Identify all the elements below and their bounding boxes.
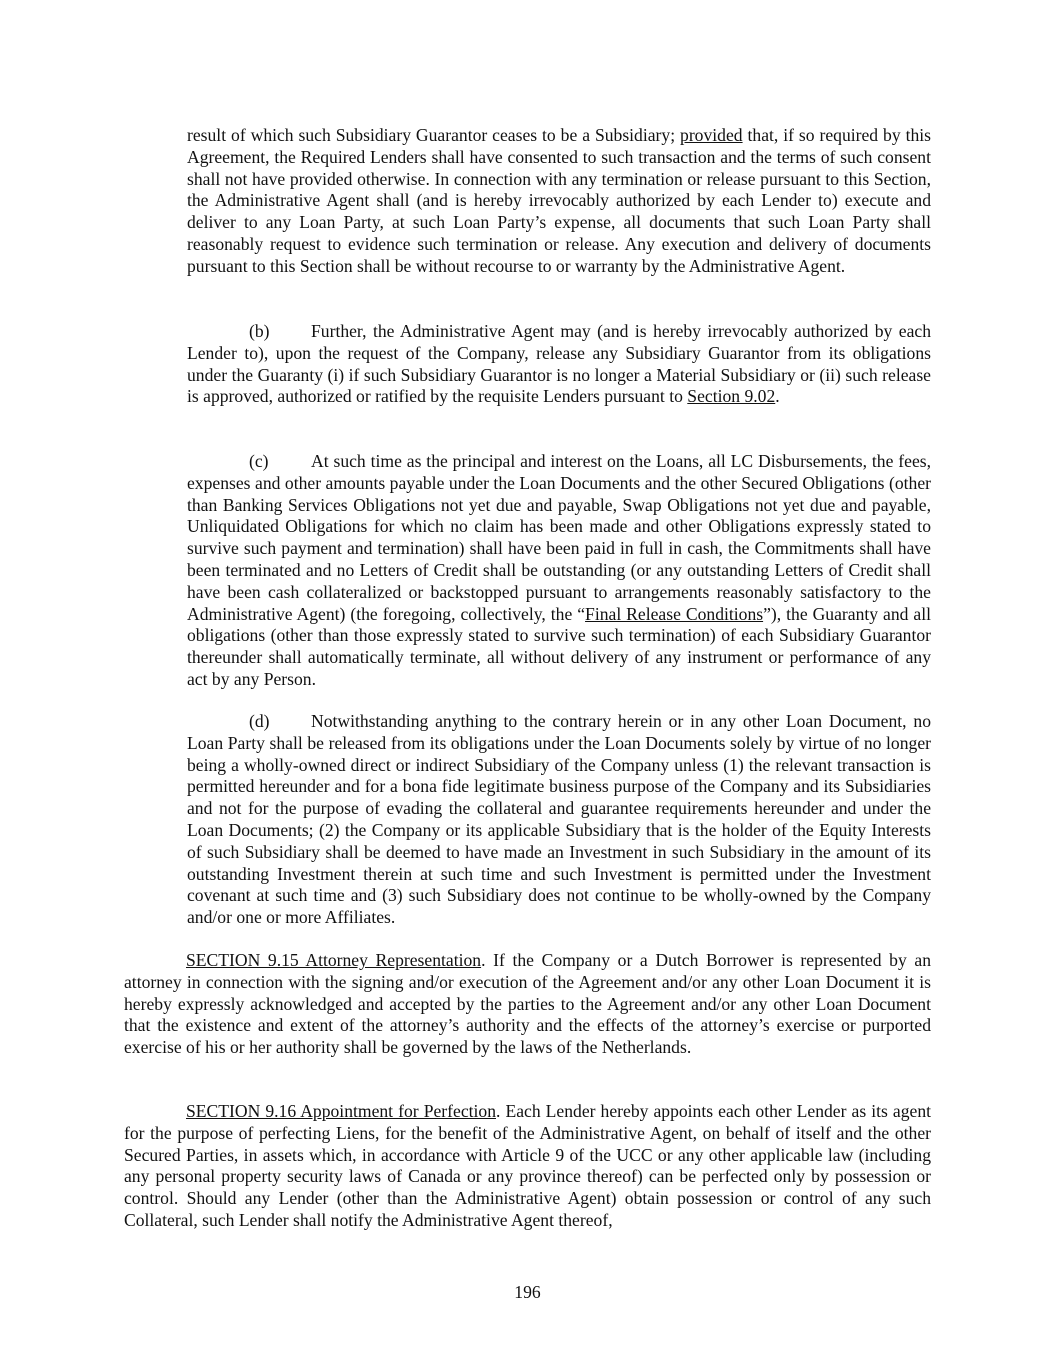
defined-term-provided: provided xyxy=(680,125,743,145)
paragraph-label-d: (d) xyxy=(249,711,270,731)
section-reference-9-02: Section 9.02 xyxy=(687,386,776,407)
section-9-16: SECTION 9.16 Appointment for Perfection. Each Lender hereby appoints each other Lender as its agent for the purpose of perfecting Liens, for the benefit of the Administrative Agent, on behalf of itself and the other Secured Parties, in assets which, in accordance with Article 9 of the UCC or any other applicable law (including any personal property security laws of Canada or any province thereof) can be perfected only by possession or control. Should any Lender (other than the Administrative Agent) obtain possession or control of any such Collateral, such Lender shall notify the Administrative Agent thereof, xyxy=(124,1101,932,1230)
paragraph-label-b: (b) xyxy=(249,321,270,341)
section-heading-9-15: SECTION 9.15 Attorney Representation xyxy=(186,950,482,970)
section-9-15: SECTION 9.15 Attorney Representation. If the Company or a Dutch Borrower is represented by an attorney in connection with the signing and/or execution of the Agreement and/or any other Loan Document it is hereby expressly acknowledged and accepted by the parties to the Agreement and/or any other Loan Document that the existence and extent of the attorney’s authority and the effects of the attorney’s exercise or purported exercise of his or her authority shall be governed by the laws of the Netherlands. xyxy=(124,950,931,1058)
paragraph-a-continuation: result of which such Subsidiary Guarantor ceases to be a Subsidiary; provided that, if so required by this Agreement, the Required Lenders shall have consented to such transaction and the terms of such consent shall not have provided otherwise. In connection with any termination or release pursuant to this Section, the Administrative Agent shall (and is hereby irrevocably authorized by each Lender to) execute and deliver to any Loan Party, at such Loan Party’s expense, all documents that such Loan Party shall reasonably request to evidence such termination or release. Any execution and delivery of documents pursuant to this Section shall be without recourse to or warranty by the Administrative Agent. xyxy=(187,125,931,276)
page-number: 196 xyxy=(514,1282,541,1302)
paragraph-b: (b) Further, the Administrative Agent may (and is hereby irrevocably authorized by each Lender to), upon the request of the Company, release any Subsidiary Guarantor from its obligations under the Guaranty (i) if such Subsidiary Guarantor is no longer a Material Subsidiary or (ii) such release is approved, authorized or ratified by the requisite Lenders pursuant to Section 9.02. xyxy=(187,321,931,407)
paragraph-c: (c) At such time as the principal and interest on the Loans, all LC Disbursements, the fees, expenses and other amounts payable under the Loan Documents and the other Secured Obligations (other than Banking Services Obligations not yet due and payable, Swap Obligations not yet due and payable, Unliquidated Obligations for which no claim has been made and other Obligations expressly stated to survive such payment and termination) shall have been paid in full in cash, the Commitments shall have been terminated and no Letters of Credit shall be outstanding (or any outstanding Letters of Credit shall have been cash collateralized or backstopped pursuant to arrangements reasonably satisfactory to the Administrative Agent) (the foregoing, collectively, the “Final Release Conditions”), the Guaranty and all obligations (other than those expressly stated to survive such termination) of each Subsidiary Guarantor thereunder shall automatically terminate, all without delivery of any instrument or performance of any act by any Person. xyxy=(187,451,931,689)
paragraph-d: (d) Notwithstanding anything to the contrary herein or in any other Loan Document, no Loan Party shall be released from its obligations under the Loan Documents solely by virtue of no longer being a wholly-owned direct or indirect Subsidiary of the Company unless (1) the relevant transaction is permitted hereunder and for a bona fide legitimate business purpose of the Company and its Subsidiaries and not for the purpose of evading the collateral and guarantee requirements hereunder and under the Loan Documents; (2) the Company or its applicable Subsidiary that is the holder of the Equity Interests of such Subsidiary shall be deemed to have made an Investment in such Subsidiary in the amount of its outstanding Investment therein at such time and such Investment is permitted under the Investment covenant at such time and (3) such Subsidiary does not continue to be wholly-owned by the Company and/or one or more Affiliates. xyxy=(187,711,931,928)
paragraph-label-c: (c) xyxy=(249,451,269,471)
defined-term-final-release-conditions: Final Release Conditions xyxy=(585,603,764,624)
section-heading-9-16: SECTION 9.16 Appointment for Perfection xyxy=(186,1101,496,1121)
